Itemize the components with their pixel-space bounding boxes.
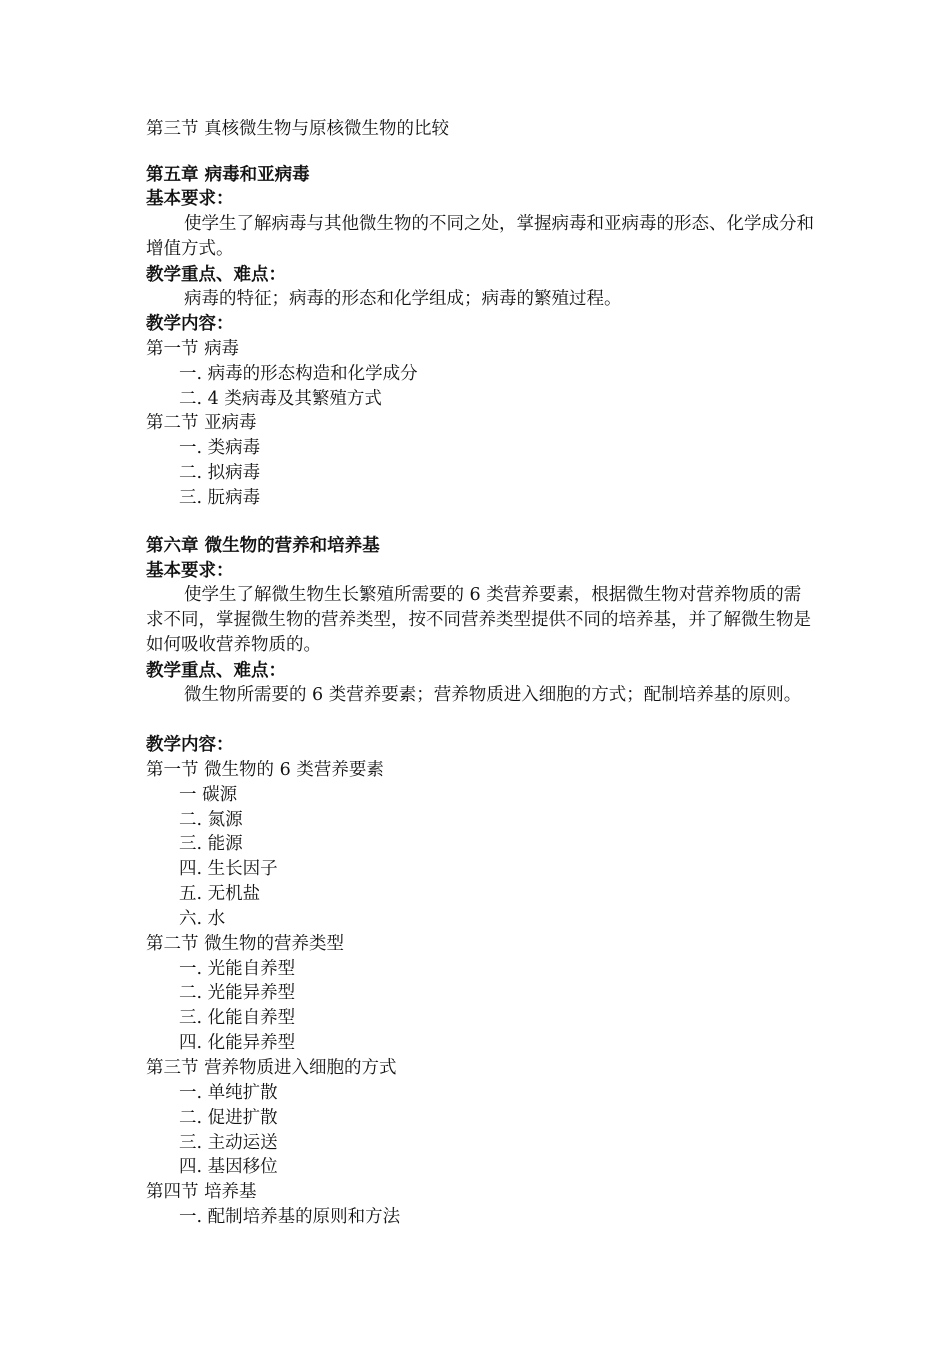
list-item: 二. 促进扩散: [179, 1108, 278, 1128]
requirements-text: 使学生了解微生物生长繁殖所需要的 6 类营养要素，根据微生物对营养物质的需求不同，掌握微生物的营养类型，按不同营养类型提供不同的培养基，并了解微生物是如何吸收营养物质的。: [146, 585, 811, 655]
key-points-text: 病毒的特征；病毒的形态和化学组成；病毒的繁殖过程。: [184, 289, 622, 309]
list-item: 四. 基因移位: [179, 1157, 278, 1177]
list-item: 三. 化能自养型: [179, 1008, 296, 1028]
key-points-label: 教学重点、难点：: [146, 265, 286, 285]
chapter-title: 第六章 微生物的营养和培养基: [146, 536, 380, 556]
list-item: 三. 朊病毒: [179, 488, 261, 508]
chapter-title: 第五章 病毒和亚病毒: [146, 165, 310, 185]
content-label: 教学内容：: [146, 314, 234, 334]
requirements-label: 基本要求：: [146, 561, 234, 581]
requirements-text: 使学生了解病毒与其他微生物的不同之处，掌握病毒和亚病毒的形态、化学成分和增值方式。: [146, 214, 814, 259]
list-item: 二. 拟病毒: [179, 463, 261, 483]
section-heading: 第二节 微生物的营养类型: [146, 934, 345, 954]
requirements-label: 基本要求：: [146, 189, 234, 209]
section-heading: 第三节 真核微生物与原核微生物的比较: [146, 119, 450, 139]
list-item: 六. 水: [179, 909, 226, 929]
section-heading: 第一节 病毒: [146, 339, 240, 359]
list-item: 一 碳源: [179, 785, 238, 805]
list-item: 四. 生长因子: [179, 859, 278, 879]
list-item: 一. 光能自养型: [179, 959, 296, 979]
list-item: 一. 病毒的形态构造和化学成分: [179, 364, 418, 384]
list-item: 四. 化能异养型: [179, 1033, 296, 1053]
list-item: 三. 能源: [179, 834, 243, 854]
list-item: 三. 主动运送: [179, 1133, 278, 1153]
list-item: 二. 氮源: [179, 810, 243, 830]
section-heading: 第三节 营养物质进入细胞的方式: [146, 1058, 397, 1078]
list-item: 五. 无机盐: [179, 884, 261, 904]
key-points-text: 微生物所需要的 6 类营养要素；营养物质进入细胞的方式；配制培养基的原则。: [184, 685, 802, 705]
section-heading: 第一节 微生物的 6 类营养要素: [146, 760, 384, 780]
section-heading: 第二节 亚病毒: [146, 413, 257, 433]
list-item: 一. 单纯扩散: [179, 1083, 278, 1103]
list-item: 一. 配制培养基的原则和方法: [179, 1207, 401, 1227]
list-item: 一. 类病毒: [179, 438, 261, 458]
content-label: 教学内容：: [146, 735, 234, 755]
section-heading: 第四节 培养基: [146, 1182, 257, 1202]
list-item: 二. 光能异养型: [179, 983, 296, 1003]
list-item: 二. 4 类病毒及其繁殖方式: [179, 389, 382, 409]
key-points-label: 教学重点、难点：: [146, 661, 286, 681]
